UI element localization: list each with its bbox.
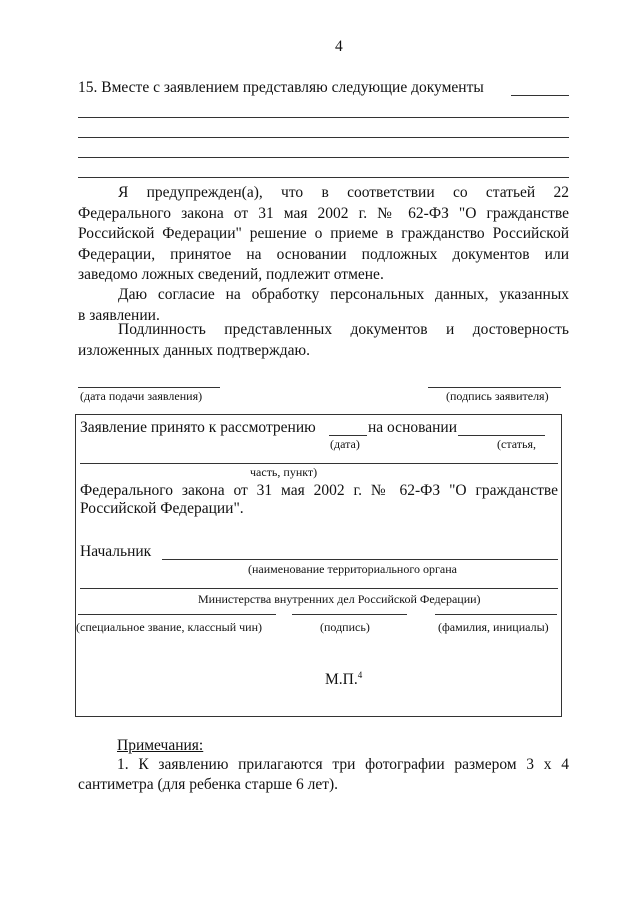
authenticity-paragraph [78,320,569,361]
part-hint: часть, пункт) [250,465,318,479]
date-hint: (дата) [330,437,360,451]
note-line-1: 1. К заявлению прилагаются три фотографии размером 3 х 4 [117,756,569,773]
org-hint: (наименование территориального органа [248,562,457,576]
item-15-text: 15. Вместе с заявлением представляю следующие документы [78,79,484,96]
ministry-line[interactable] [80,588,558,589]
accepted-prefix: Заявление принято к рассмотрению [80,419,316,436]
documents-line-3[interactable] [78,157,569,158]
law-line-1: Федерального закона от 31 мая 2002 г. № 62-ФЗ "О гражданстве [80,482,558,499]
rank-hint: (специальное звание, классный чин) [76,620,263,634]
official-signature-line[interactable] [292,614,407,615]
consent-line: Даю согласие на обработку персональных данных, указанных [118,286,569,303]
warning-line: Федерации, принятое на основании подложных документов или [78,245,569,263]
article-part-line[interactable] [80,463,558,464]
article-line[interactable] [458,435,545,436]
rank-line[interactable] [78,614,276,615]
stamp-footnote: 4 [357,670,363,680]
article-hint: (статья, [497,437,536,451]
note-line-2: сантиметра (для ребенка старше 6 лет). [78,776,339,793]
basis-text: на основании [368,419,457,436]
sign-hint: (подпись) [320,620,370,634]
warning-line: Российской Федерации" решение о приеме в гражданство Российской [78,225,569,242]
official-name-line[interactable] [435,614,557,615]
documents-line-2[interactable] [78,137,569,138]
ministry-hint: Министерства внутренних дел Российской Федерации) [198,592,481,606]
documents-line-4[interactable] [78,177,569,178]
documents-line-1[interactable] [78,117,569,118]
item-15-inline-blank[interactable] [511,95,569,96]
stamp-place [325,671,362,689]
authenticity-line: Подлинность представленных документов и достоверность [118,321,569,338]
warning-paragraph [78,183,569,286]
chief-label: Начальник [80,543,152,560]
stamp-label: М.П. [325,671,358,688]
applicant-signature-label: (подпись заявителя) [446,389,549,403]
authenticity-line: изложенных данных подтверждаю. [78,341,310,359]
warning-line: заведомо ложных сведений, подлежит отмене. [78,266,384,283]
warning-line: Федерального закона от 31 мая 2002 г. № 62-ФЗ "О гражданстве [78,204,569,222]
warning-line: Я предупрежден(а), что в соответствии со статьей 22 [118,184,569,201]
page-number: 4 [335,38,343,55]
acceptance-date-line[interactable] [329,435,367,436]
applicant-signature-line[interactable] [428,387,561,388]
application-date-line[interactable] [78,387,220,388]
name-hint: (фамилия, инициалы) [438,620,549,634]
consent-line: в заявлении. [78,306,160,324]
notes-heading: Примечания: [117,737,204,754]
law-line-2: Российской Федерации". [80,500,244,517]
chief-org-line[interactable] [162,559,558,560]
application-date-label: (дата подачи заявления) [80,389,203,403]
